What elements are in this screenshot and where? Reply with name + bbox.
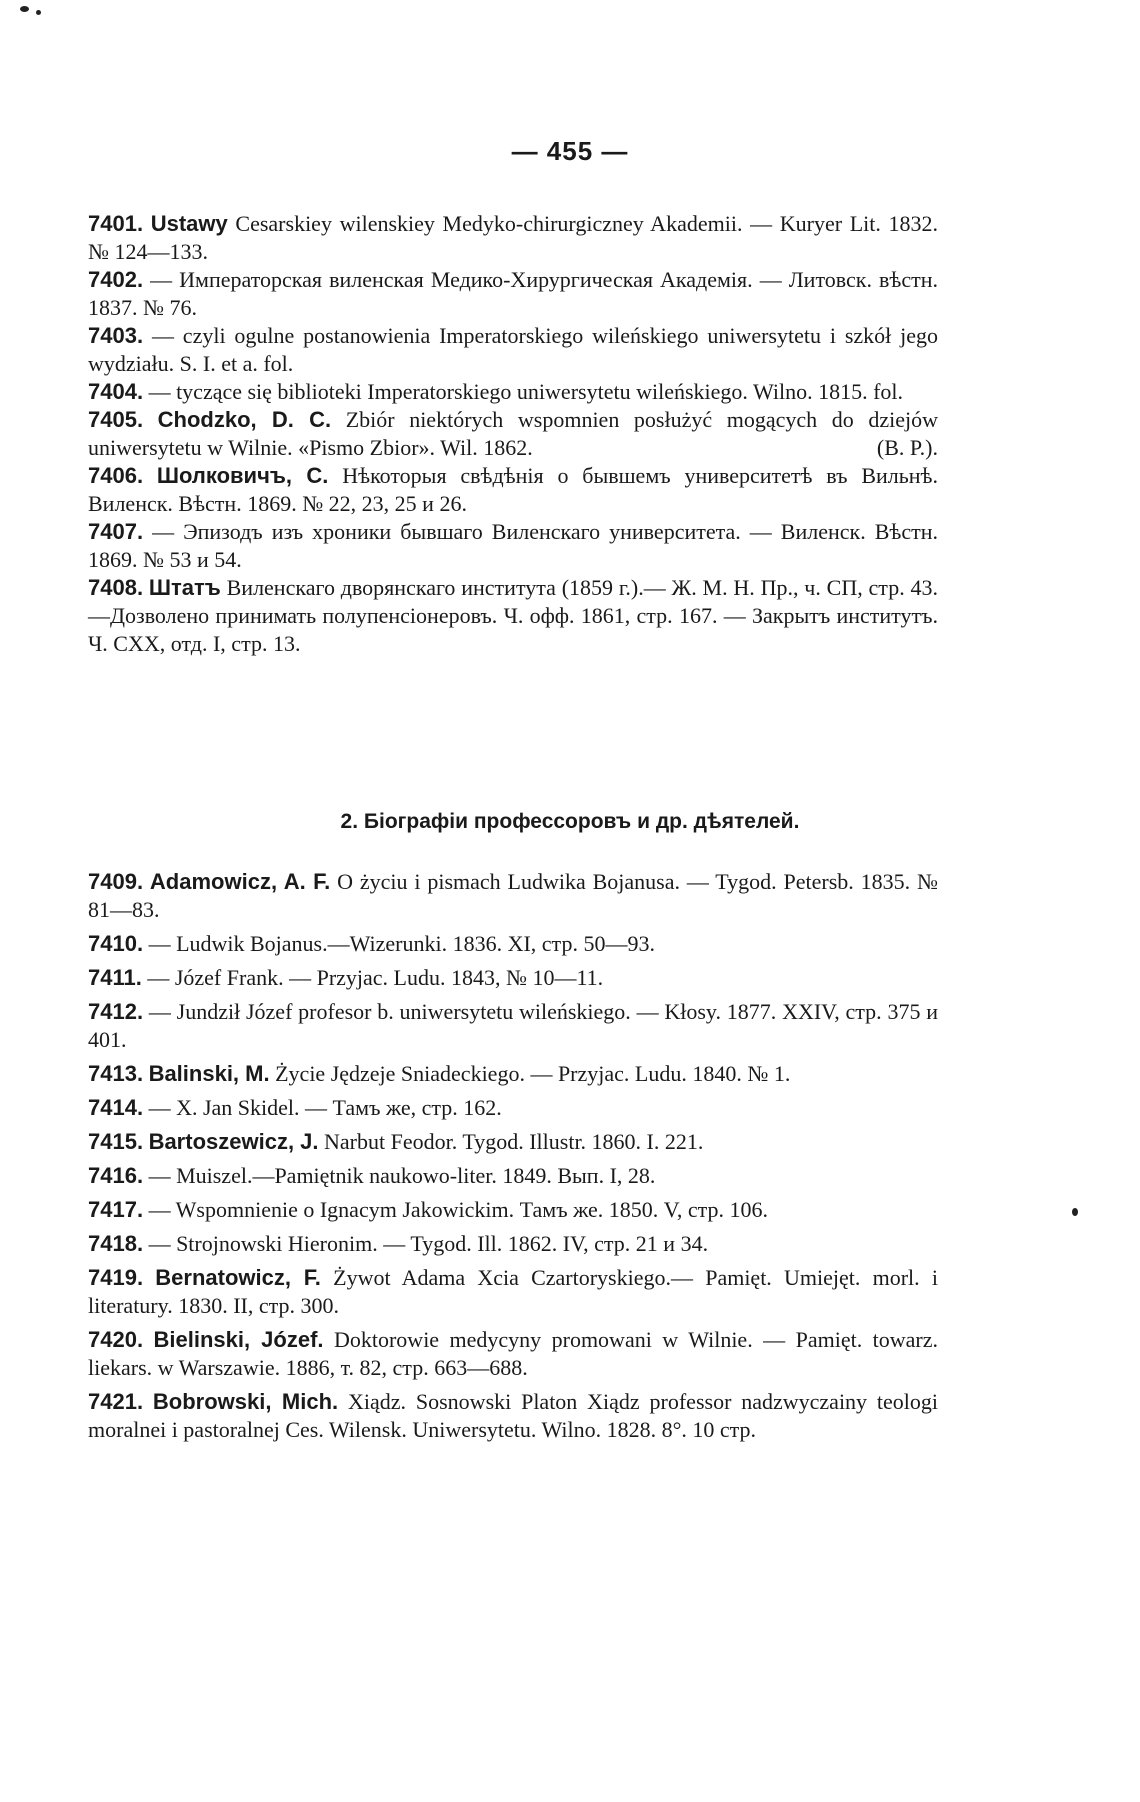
- entry-text: — X. Jan Skidel. — Тамъ же, стр. 162.: [148, 1095, 502, 1120]
- bibliography-entry: [88, 574, 938, 658]
- bibliography-entry: [88, 868, 938, 924]
- section-heading: 2. Біографіи профессоровъ и др. дѣятелей.: [340, 810, 800, 833]
- bibliography-entries-part2: [88, 868, 938, 1450]
- entry-source-note: (B. P.).: [876, 435, 938, 460]
- entry-text: — Wspomnienie o Ignacym Jakowickim. Тамъ же. 1850. V, стр. 106.: [148, 1197, 768, 1222]
- entry-text: Виленскаго дворянскаго института (1859 г.).— Ж. М. Н. Пр., ч. СП, стр. 43.—Дозволено принимать полупенсіонеровъ. Ч. офф. 1861, стр. 167. — Закрытъ институтъ. Ч. CXX, отд. I, стр. 13.: [88, 575, 938, 656]
- entry-author: Adamowicz, A. F.: [149, 869, 331, 894]
- bibliography-entry: [88, 1128, 938, 1156]
- entry-text: O życiu i pismach Ludwika Bojanusa. — Tygod. Petersb. 1835. № 81—83.: [88, 869, 939, 922]
- entry-number: 7409.: [88, 869, 144, 894]
- bibliography-entry: [88, 1094, 938, 1122]
- entry-text: — Strojnowski Hieronim. — Tygod. Ill. 1862. IV, стр. 21 и 34.: [148, 1231, 709, 1256]
- entry-author: Chodzko, D. C.: [157, 407, 332, 432]
- entry-number: 7414.: [88, 1095, 144, 1120]
- page-number: — 455 —: [511, 136, 629, 166]
- bibliography-entry: [88, 210, 938, 266]
- entry-number: 7408.: [88, 575, 144, 600]
- entry-number: 7401.: [88, 211, 144, 236]
- entry-text: Нѣкоторыя свѣдѣнія о бывшемъ университетѣ въ Вильнѣ. Виленск. Вѣстн. 1869. № 22, 23, 25 и 26.: [88, 463, 939, 516]
- entry-author: Bielinski, Józef.: [153, 1327, 324, 1352]
- entry-number: 7418.: [88, 1231, 144, 1256]
- entry-number: 7420.: [88, 1327, 144, 1352]
- entry-number: 7404.: [88, 379, 144, 404]
- entry-number: 7417.: [88, 1197, 144, 1222]
- entry-text: — Jundził Józef profesor b. uniwersytetu wileńskiego. — Kłosy. 1877. XXIV, стр. 375 и 401.: [88, 999, 939, 1052]
- bibliography-entry: [88, 462, 938, 518]
- bibliography-entry: [88, 1264, 938, 1320]
- entry-text: Żywot Adama Xcia Czartoryskiego.— Pamięt. Umiejęt. morl. i literatury. 1830. II, стр. 300.: [88, 1265, 938, 1318]
- entry-author: Ustawy: [150, 211, 228, 236]
- ink-speck: [36, 10, 41, 15]
- entry-author: Штатъ: [148, 575, 221, 600]
- bibliography-entry: [88, 1326, 938, 1382]
- bibliography-entry: [88, 1162, 938, 1190]
- bibliography-entry: [88, 1388, 938, 1444]
- entry-number: 7421.: [88, 1389, 144, 1414]
- bibliography-entry: [88, 378, 938, 406]
- ink-speck: [20, 6, 29, 12]
- bibliography-entries-part1: [88, 210, 938, 658]
- entry-number: 7410.: [88, 931, 144, 956]
- entry-author: Balinski, M.: [148, 1061, 270, 1086]
- entry-number: 7403.: [88, 323, 144, 348]
- entry-number: 7419.: [88, 1265, 144, 1290]
- bibliography-entry: [88, 964, 938, 992]
- entry-number: 7402.: [88, 267, 144, 292]
- entry-number: 7407.: [88, 519, 144, 544]
- bibliography-entry: [88, 1196, 938, 1224]
- entry-text: Doktorowie medycyny promowani w Wilnie. — Pamięt. towarz. liekars. w Warszawie. 1886, т. 82, стр. 663—688.: [88, 1327, 938, 1380]
- entry-text: — Императорская виленская Медико-Хирургическая Академія. — Литовск. вѣстн. 1837. № 76.: [88, 267, 939, 320]
- entry-number: 7412.: [88, 999, 144, 1024]
- entry-text: — Ludwik Bojanus.—Wizerunki. 1836. XI, стр. 50—93.: [148, 931, 655, 956]
- entry-text: — czyli ogulne postanowienia Imperatorskiego wileńskiego uniwersytetu i szkół jego wydziału. S. I. et a. fol.: [88, 323, 938, 376]
- entry-number: 7413.: [88, 1061, 144, 1086]
- bibliography-entry: [88, 406, 938, 462]
- entry-author: Bernatowicz, F.: [155, 1265, 321, 1290]
- bibliography-entry: [88, 998, 938, 1054]
- entry-text: — Эпизодъ изъ хроники бывшаго Виленскаго университета. — Виленск. Вѣстн. 1869. № 53 и 54.: [88, 519, 939, 572]
- entry-text: — Józef Frank. — Przyjac. Ludu. 1843, № 10—11.: [147, 965, 604, 990]
- bibliography-entry: [88, 322, 938, 378]
- entry-author: Шолковичъ, С.: [156, 463, 329, 488]
- ink-speck: [1072, 1208, 1078, 1216]
- bibliography-entry: [88, 1060, 938, 1088]
- bibliography-entry: [88, 930, 938, 958]
- entry-number: 7406.: [88, 463, 144, 488]
- bibliography-entry: [88, 266, 938, 322]
- entry-text: Narbut Feodor. Tygod. Illustr. 1860. I. 221.: [318, 1129, 704, 1154]
- entry-text: Zbiór niektórych wspomnien posłużyć mogących do dziejów uniwersytetu w Wilnie. «Pismo Zbior». Wil. 1862.: [88, 407, 938, 460]
- entry-text: — Muiszel.—Pamiętnik naukowo-liter. 1849. Вып. I, 28.: [148, 1163, 656, 1188]
- entry-number: 7415.: [88, 1129, 144, 1154]
- entry-text: Życie Jędzeje Sniadeckiego. — Przyjac. Ludu. 1840. № 1.: [269, 1061, 791, 1086]
- entry-number: 7416.: [88, 1163, 144, 1188]
- bibliography-entry: [88, 1230, 938, 1258]
- entry-number: 7405.: [88, 407, 144, 432]
- entry-author: Bartoszewicz, J.: [148, 1129, 319, 1154]
- bibliography-entry: [88, 518, 938, 574]
- entry-text: Xiądz. Sosnowski Platon Xiądz professor nadzwyczainy teologi moralnei i pastoralnej Ces. Wilensk. Uniwersytetu. Wilno. 1828. 8°. 10 стр.: [88, 1389, 938, 1442]
- entry-number: 7411.: [88, 965, 142, 990]
- entry-text: — tyczące się biblioteki Imperatorskiego uniwersytetu wileńskiego. Wilno. 1815. fol.: [148, 379, 904, 404]
- entry-text: Cesarskiey wilenskiey Medyko-chirurgiczney Akademii. — Kuryer Lit. 1832. № 124—133.: [88, 211, 939, 264]
- entry-author: Bobrowski, Mich.: [152, 1389, 339, 1414]
